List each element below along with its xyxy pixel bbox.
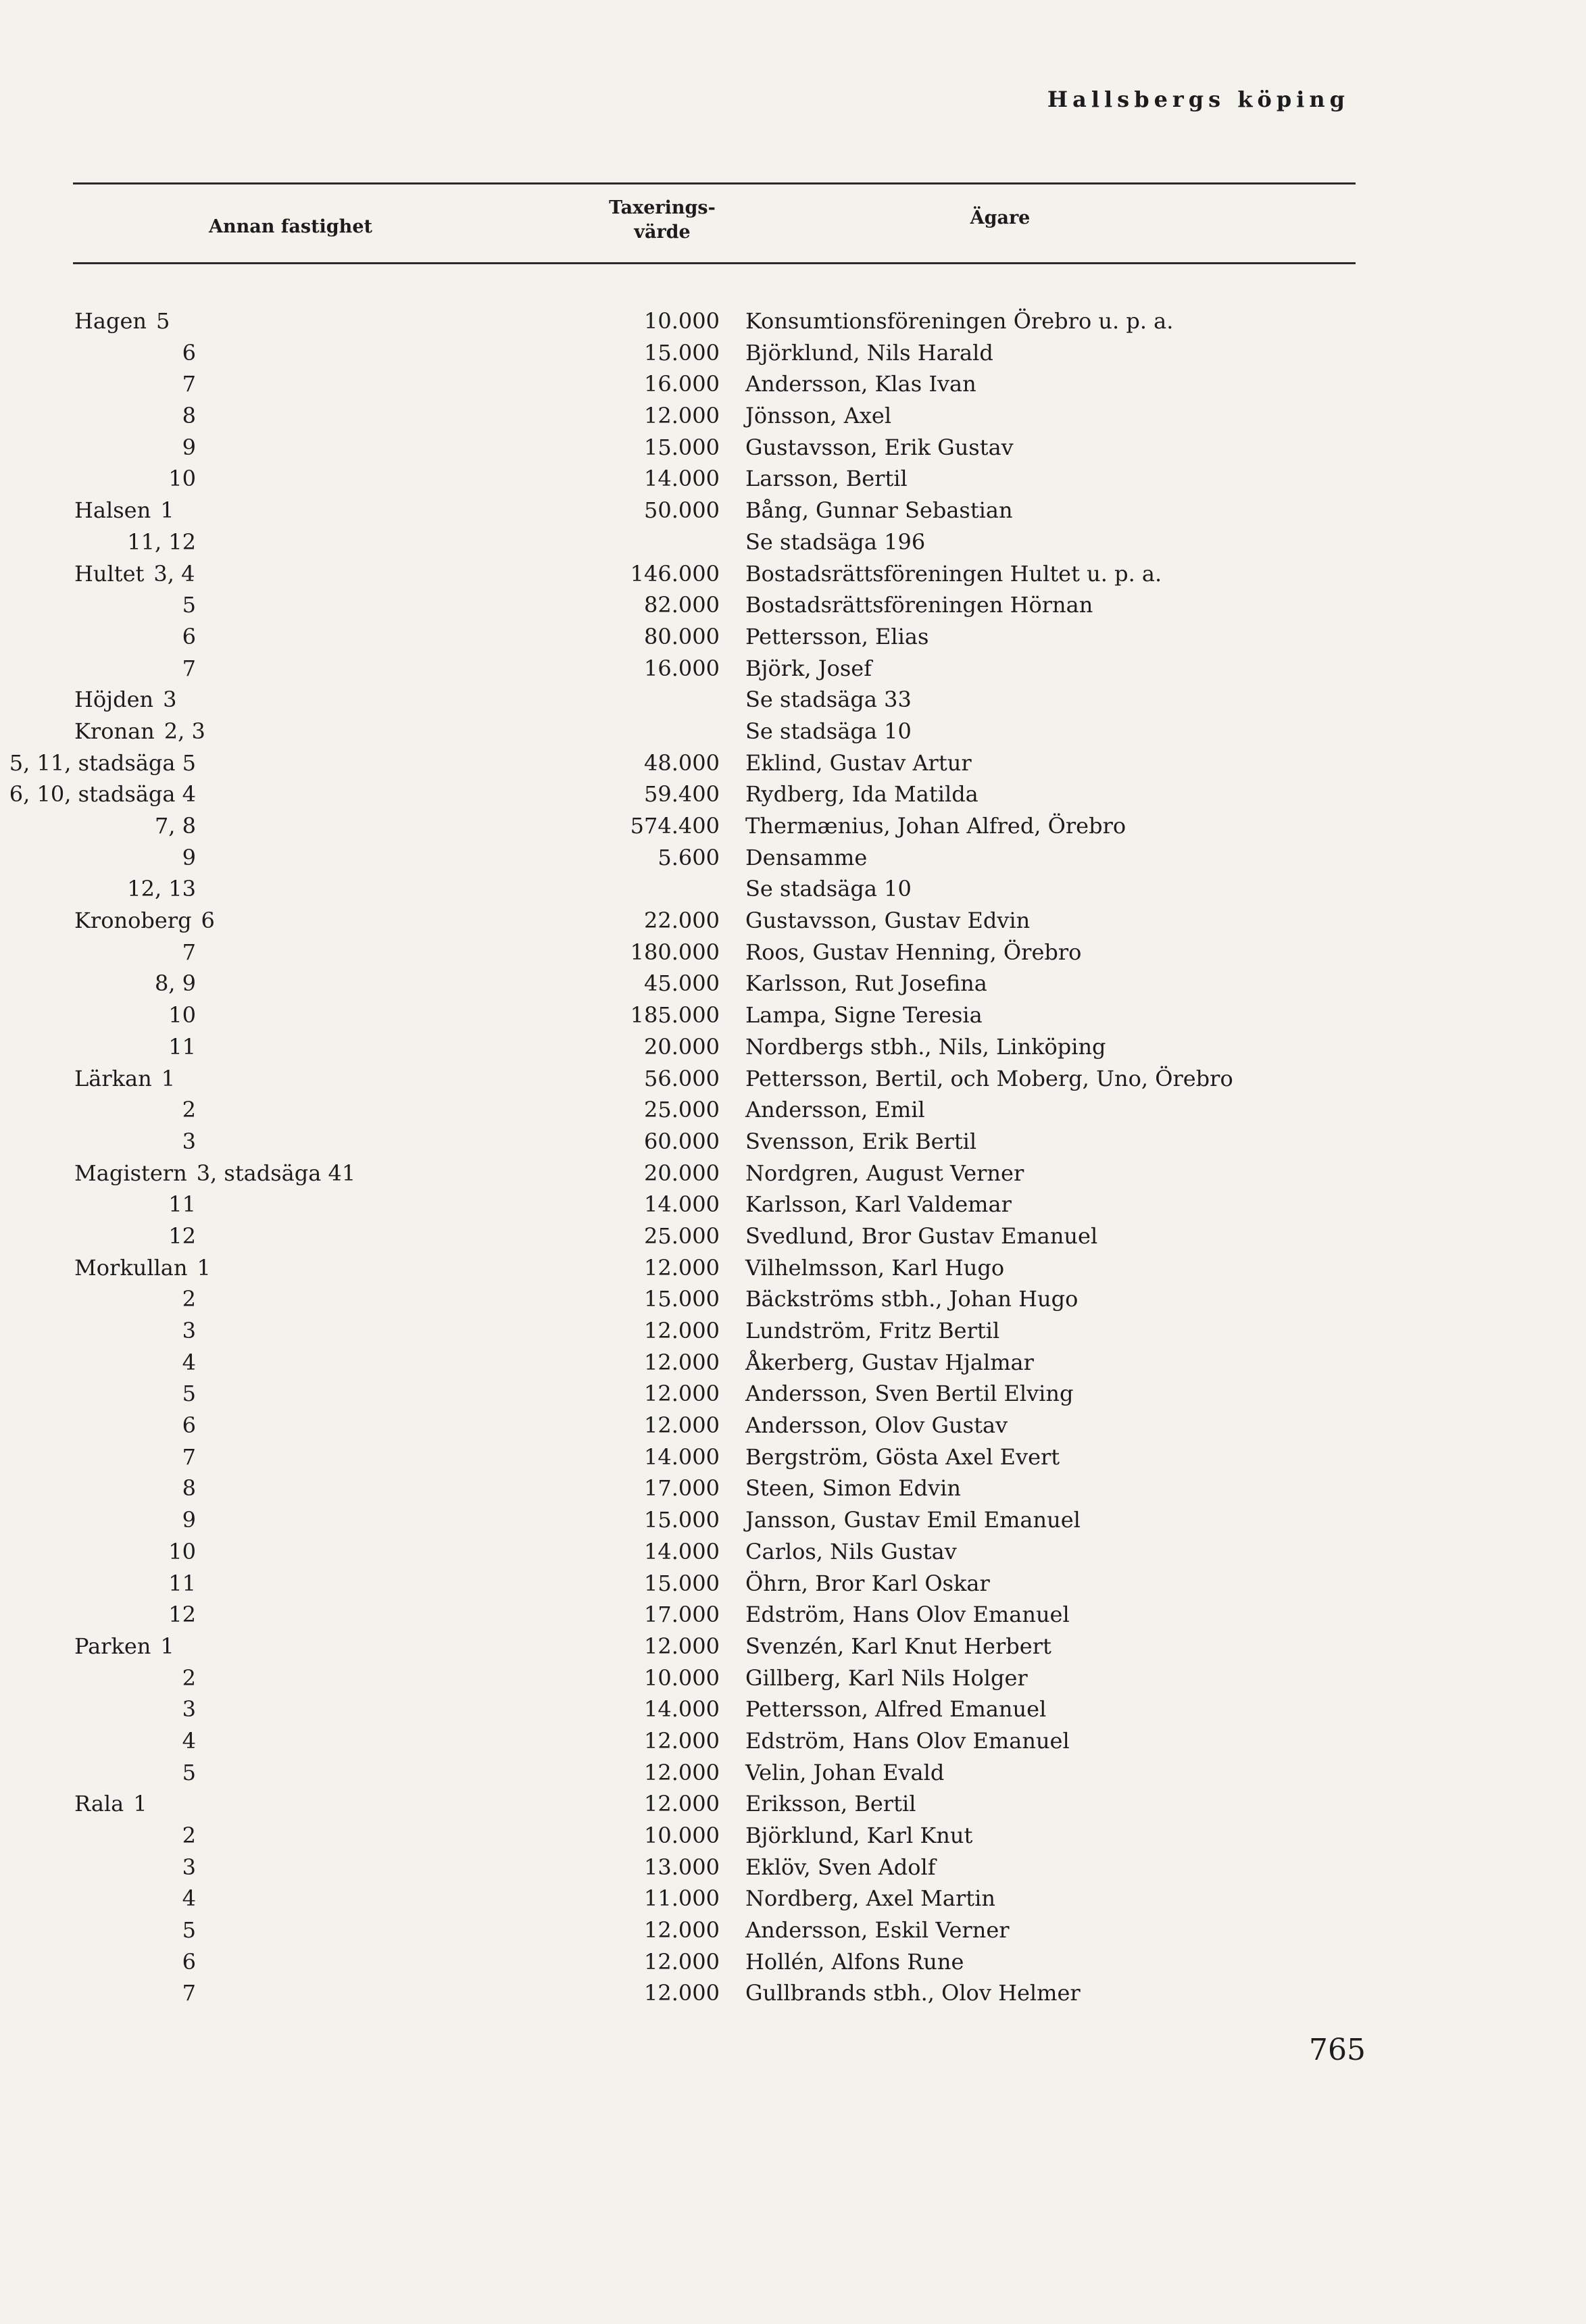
owner-name: Bäckströms stbh., Johan Hugo [745, 1286, 1079, 1312]
column-header-property: Annan fastighet [209, 216, 372, 237]
property-number: 8 [182, 403, 196, 429]
table-row [0, 1473, 1586, 1504]
owner-name: Karlsson, Rut Josefina [745, 970, 987, 997]
property-number: 10 [168, 1538, 196, 1564]
property-number: 6, 10, stadsäga 4 [9, 781, 196, 808]
assessed-value: 60.000 [644, 1128, 720, 1154]
assessed-value: 5.600 [658, 844, 720, 870]
owner-name: Konsumtionsföreningen Örebro u. p. a. [745, 308, 1174, 334]
owner-name: Pettersson, Alfred Emanuel [745, 1696, 1047, 1723]
assessed-value: 15.000 [644, 1286, 720, 1312]
owner-name: Jansson, Gustav Emil Emanuel [745, 1507, 1081, 1533]
owner-name: Björklund, Nils Harald [745, 339, 993, 366]
owner-name: Karlsson, Karl Valdemar [745, 1191, 1012, 1218]
assessed-value: 12.000 [644, 1349, 720, 1375]
assessed-value: 12.000 [644, 1633, 720, 1659]
table-row [0, 1946, 1586, 1978]
property-number: 12 [168, 1602, 196, 1628]
assessed-value: 12.000 [644, 1948, 720, 1975]
owner-name: Thermænius, Johan Alfred, Örebro [745, 813, 1126, 839]
property-name: Halsen [74, 497, 151, 524]
assessed-value: 48.000 [644, 749, 720, 776]
owner-name: Carlos, Nils Gustav [745, 1538, 957, 1564]
property-number: 11 [168, 1033, 196, 1060]
property-number: 7 [182, 939, 196, 965]
page-number: 765 [1309, 2033, 1366, 2067]
property-number: 5 [182, 1381, 196, 1407]
property-number: 7 [182, 1443, 196, 1470]
assessed-value: 14.000 [644, 1538, 720, 1564]
assessed-value: 12.000 [644, 403, 720, 429]
header-rule-bottom [73, 262, 1356, 264]
property-number: 1 [133, 1791, 147, 1817]
property-number: 6 [201, 908, 215, 934]
table-row [0, 968, 1586, 999]
owner-name: Edström, Hans Olov Emanuel [745, 1727, 1070, 1754]
owner-name: Nordgren, August Verner [745, 1160, 1024, 1186]
owner-name: Bång, Gunnar Sebastian [745, 497, 1013, 524]
table-row [0, 1820, 1586, 1852]
table-row [0, 905, 1586, 937]
table-row [0, 558, 1586, 590]
owner-name: Roos, Gustav Henning, Örebro [745, 939, 1082, 965]
table-row [0, 432, 1586, 464]
owner-name: Nordbergs stbh., Nils, Linköping [745, 1033, 1106, 1060]
table-row [0, 653, 1586, 685]
assessed-value: 10.000 [644, 1664, 720, 1691]
property-name: Kronan [74, 718, 155, 744]
property-number: 4 [182, 1885, 196, 1912]
header-rule-top [73, 182, 1356, 184]
table-row [0, 400, 1586, 432]
assessed-value: 12.000 [644, 1759, 720, 1785]
property-number: 3, 4 [153, 560, 195, 587]
property-number: 6 [182, 623, 196, 649]
assessed-value: 17.000 [644, 1475, 720, 1502]
table-row [0, 337, 1586, 369]
owner-name: Gullbrands stbh., Olov Helmer [745, 1980, 1081, 2006]
owner-name: Bostadsrättsföreningen Hörnan [745, 592, 1093, 618]
assessed-value: 14.000 [644, 1191, 720, 1218]
assessed-value: 22.000 [644, 908, 720, 934]
table-row [0, 873, 1586, 905]
owner-name: Pettersson, Bertil, och Moberg, Uno, Örebro [745, 1065, 1233, 1091]
property-number: 1 [160, 497, 174, 524]
owner-name: Andersson, Olov Gustav [745, 1412, 1008, 1439]
table-row [0, 526, 1586, 558]
property-number: 1 [160, 1633, 174, 1659]
property-number: 3 [182, 1318, 196, 1343]
assessed-value: 12.000 [644, 1917, 720, 1944]
owner-name: Andersson, Klas Ivan [745, 371, 976, 397]
table-row [0, 716, 1586, 747]
property-number: 3 [163, 687, 177, 713]
property-number: 11 [168, 1570, 196, 1596]
table-row [0, 1094, 1586, 1126]
property-number: 5 [156, 308, 170, 334]
table-row [0, 1126, 1586, 1158]
property-number: 1 [197, 1254, 211, 1281]
table-row [0, 495, 1586, 526]
property-name: Hultet [74, 560, 145, 587]
table-row [0, 1662, 1586, 1694]
owner-name: Pettersson, Elias [745, 623, 929, 649]
table-row [0, 1536, 1586, 1568]
owner-name: Andersson, Sven Bertil Elving [745, 1381, 1074, 1407]
owner-name: Svensson, Erik Bertil [745, 1128, 977, 1154]
owner-name: Bergström, Gösta Axel Evert [745, 1443, 1060, 1470]
owner-name: Gustavsson, Erik Gustav [745, 434, 1014, 460]
property-name: Magistern [74, 1160, 187, 1186]
property-number: 2 [182, 1664, 196, 1691]
property-number: 6 [182, 339, 196, 366]
owner-name: Larsson, Bertil [745, 466, 908, 492]
property-number: 7 [182, 1980, 196, 2006]
running-title: Hallsbergs köping [1047, 86, 1349, 112]
owner-name: Hollén, Alfons Rune [745, 1948, 964, 1975]
table-row [0, 778, 1586, 810]
table-row [0, 747, 1586, 779]
property-number: 9 [182, 434, 196, 460]
property-number: 5 [182, 592, 196, 618]
column-header-value [595, 196, 730, 245]
property-number: 6 [182, 1412, 196, 1439]
owner-name: Edström, Hans Olov Emanuel [745, 1602, 1070, 1628]
property-table [0, 305, 1586, 2009]
property-number: 11, 12 [127, 528, 196, 555]
table-row [0, 937, 1586, 968]
assessed-value: 25.000 [644, 1222, 720, 1249]
table-row [0, 1283, 1586, 1315]
owner-name: Andersson, Eskil Verner [745, 1917, 1010, 1944]
owner-name: Vilhelmsson, Karl Hugo [745, 1254, 1005, 1281]
property-number: 1 [161, 1065, 176, 1091]
assessed-value: 17.000 [644, 1602, 720, 1628]
assessed-value: 14.000 [644, 1696, 720, 1723]
owner-name: Eriksson, Bertil [745, 1791, 916, 1817]
table-row [0, 999, 1586, 1031]
table-row [0, 1504, 1586, 1536]
property-number: 5 [182, 1917, 196, 1944]
owner-name: Svenzén, Karl Knut Herbert [745, 1633, 1051, 1659]
property-number: 12, 13 [127, 876, 196, 902]
assessed-value: 59.400 [644, 781, 720, 808]
property-number: 3, stadsäga 41 [196, 1160, 356, 1186]
table-row [0, 1977, 1586, 2009]
table-row [0, 463, 1586, 495]
table-row [0, 1252, 1586, 1284]
table-row [0, 1725, 1586, 1757]
table-row [0, 1315, 1586, 1347]
property-number: 4 [182, 1349, 196, 1375]
assessed-value: 11.000 [644, 1885, 720, 1912]
property-number: 3 [182, 1696, 196, 1723]
owner-name: Eklöv, Sven Adolf [745, 1854, 936, 1880]
property-number: 2, 3 [164, 718, 205, 744]
table-row [0, 684, 1586, 716]
owner-name: Rydberg, Ida Matilda [745, 781, 978, 808]
property-number: 8 [182, 1475, 196, 1502]
table-row [0, 621, 1586, 653]
owner-name: Se stadsäga 10 [745, 718, 912, 744]
property-number: 2 [182, 1286, 196, 1312]
table-row [0, 842, 1586, 874]
assessed-value: 13.000 [644, 1854, 720, 1880]
assessed-value: 80.000 [644, 623, 720, 649]
table-row [0, 1757, 1586, 1789]
owner-name: Steen, Simon Edvin [745, 1475, 961, 1502]
property-name: Morkullan [74, 1254, 188, 1281]
table-row [0, 1220, 1586, 1252]
owner-name: Eklind, Gustav Artur [745, 749, 972, 776]
table-row [0, 1852, 1586, 1883]
assessed-value: 56.000 [644, 1065, 720, 1091]
property-number: 7 [182, 371, 196, 397]
owner-name: Öhrn, Bror Karl Oskar [745, 1570, 990, 1596]
property-name: Höjden [74, 687, 154, 713]
assessed-value: 185.000 [630, 1002, 720, 1029]
property-number: 3 [182, 1854, 196, 1880]
assessed-value: 16.000 [644, 371, 720, 397]
owner-name: Se stadsäga 10 [745, 876, 912, 902]
assessed-value: 12.000 [644, 1412, 720, 1439]
assessed-value: 15.000 [644, 339, 720, 366]
property-number: 10 [168, 466, 196, 492]
assessed-value: 20.000 [644, 1033, 720, 1060]
owner-name: Lampa, Signe Teresia [745, 1002, 983, 1029]
owner-name: Se stadsäga 33 [745, 687, 912, 713]
table-row [0, 1031, 1586, 1063]
owner-name: Gillberg, Karl Nils Holger [745, 1664, 1028, 1691]
table-row [0, 1788, 1586, 1820]
table-row [0, 1441, 1586, 1473]
property-number: 2 [182, 1823, 196, 1848]
table-row [0, 1410, 1586, 1441]
assessed-value: 82.000 [644, 592, 720, 618]
table-row [0, 1347, 1586, 1379]
property-name: Kronoberg [74, 908, 192, 934]
table-row [0, 1189, 1586, 1220]
column-header-value-line2: värde [634, 222, 691, 243]
property-number: 7 [182, 655, 196, 681]
assessed-value: 10.000 [644, 308, 720, 334]
assessed-value: 16.000 [644, 655, 720, 681]
owner-name: Lundström, Fritz Bertil [745, 1318, 1000, 1343]
assessed-value: 25.000 [644, 1097, 720, 1123]
table-row [0, 1378, 1586, 1410]
property-number: 10 [168, 1002, 196, 1029]
property-number: 5 [182, 1759, 196, 1785]
assessed-value: 45.000 [644, 970, 720, 997]
property-number: 8, 9 [154, 970, 196, 997]
table-row [0, 1693, 1586, 1725]
assessed-value: 12.000 [644, 1980, 720, 2006]
column-header-owner: Ägare [970, 207, 1031, 228]
table-row [0, 1883, 1586, 1914]
owner-name: Björk, Josef [745, 655, 872, 681]
assessed-value: 50.000 [644, 497, 720, 524]
owner-name: Åkerberg, Gustav Hjalmar [745, 1349, 1034, 1375]
property-name: Parken [74, 1633, 151, 1659]
table-row [0, 810, 1586, 842]
owner-name: Nordberg, Axel Martin [745, 1885, 995, 1912]
owner-name: Jönsson, Axel [745, 403, 892, 429]
property-name: Hagen [74, 308, 147, 334]
assessed-value: 146.000 [630, 560, 720, 587]
table-row [0, 1914, 1586, 1946]
table-row [0, 368, 1586, 400]
owner-name: Densamme [745, 844, 868, 870]
table-row [0, 1631, 1586, 1662]
property-number: 7, 8 [154, 813, 196, 839]
property-number: 11 [168, 1191, 196, 1218]
table-row [0, 1158, 1586, 1189]
assessed-value: 12.000 [644, 1791, 720, 1817]
owner-name: Björklund, Karl Knut [745, 1823, 973, 1848]
assessed-value: 12.000 [644, 1254, 720, 1281]
property-number: 5, 11, stadsäga 5 [9, 749, 196, 776]
property-number: 2 [182, 1097, 196, 1123]
table-row [0, 1063, 1586, 1095]
table-row [0, 305, 1586, 337]
owner-name: Gustavsson, Gustav Edvin [745, 908, 1031, 934]
assessed-value: 180.000 [630, 939, 720, 965]
table-row [0, 589, 1586, 621]
table-row [0, 1568, 1586, 1600]
assessed-value: 10.000 [644, 1823, 720, 1848]
property-name: Lärkan [74, 1065, 152, 1091]
assessed-value: 574.400 [630, 813, 720, 839]
assessed-value: 12.000 [644, 1727, 720, 1754]
property-number: 9 [182, 844, 196, 870]
assessed-value: 12.000 [644, 1381, 720, 1407]
assessed-value: 15.000 [644, 1570, 720, 1596]
assessed-value: 12.000 [644, 1318, 720, 1343]
owner-name: Svedlund, Bror Gustav Emanuel [745, 1222, 1098, 1249]
assessed-value: 20.000 [644, 1160, 720, 1186]
assessed-value: 14.000 [644, 1443, 720, 1470]
property-name: Rala [74, 1791, 124, 1817]
property-number: 6 [182, 1948, 196, 1975]
column-header-value-line1: Taxerings- [609, 197, 716, 218]
property-number: 12 [168, 1222, 196, 1249]
owner-name: Andersson, Emil [745, 1097, 925, 1123]
table-row [0, 1599, 1586, 1631]
owner-name: Bostadsrättsföreningen Hultet u. p. a. [745, 560, 1162, 587]
owner-name: Se stadsäga 196 [745, 528, 926, 555]
owner-name: Velin, Johan Evald [745, 1759, 945, 1785]
assessed-value: 15.000 [644, 1507, 720, 1533]
property-number: 3 [182, 1128, 196, 1154]
property-number: 4 [182, 1727, 196, 1754]
assessed-value: 15.000 [644, 434, 720, 460]
assessed-value: 14.000 [644, 466, 720, 492]
property-number: 9 [182, 1507, 196, 1533]
